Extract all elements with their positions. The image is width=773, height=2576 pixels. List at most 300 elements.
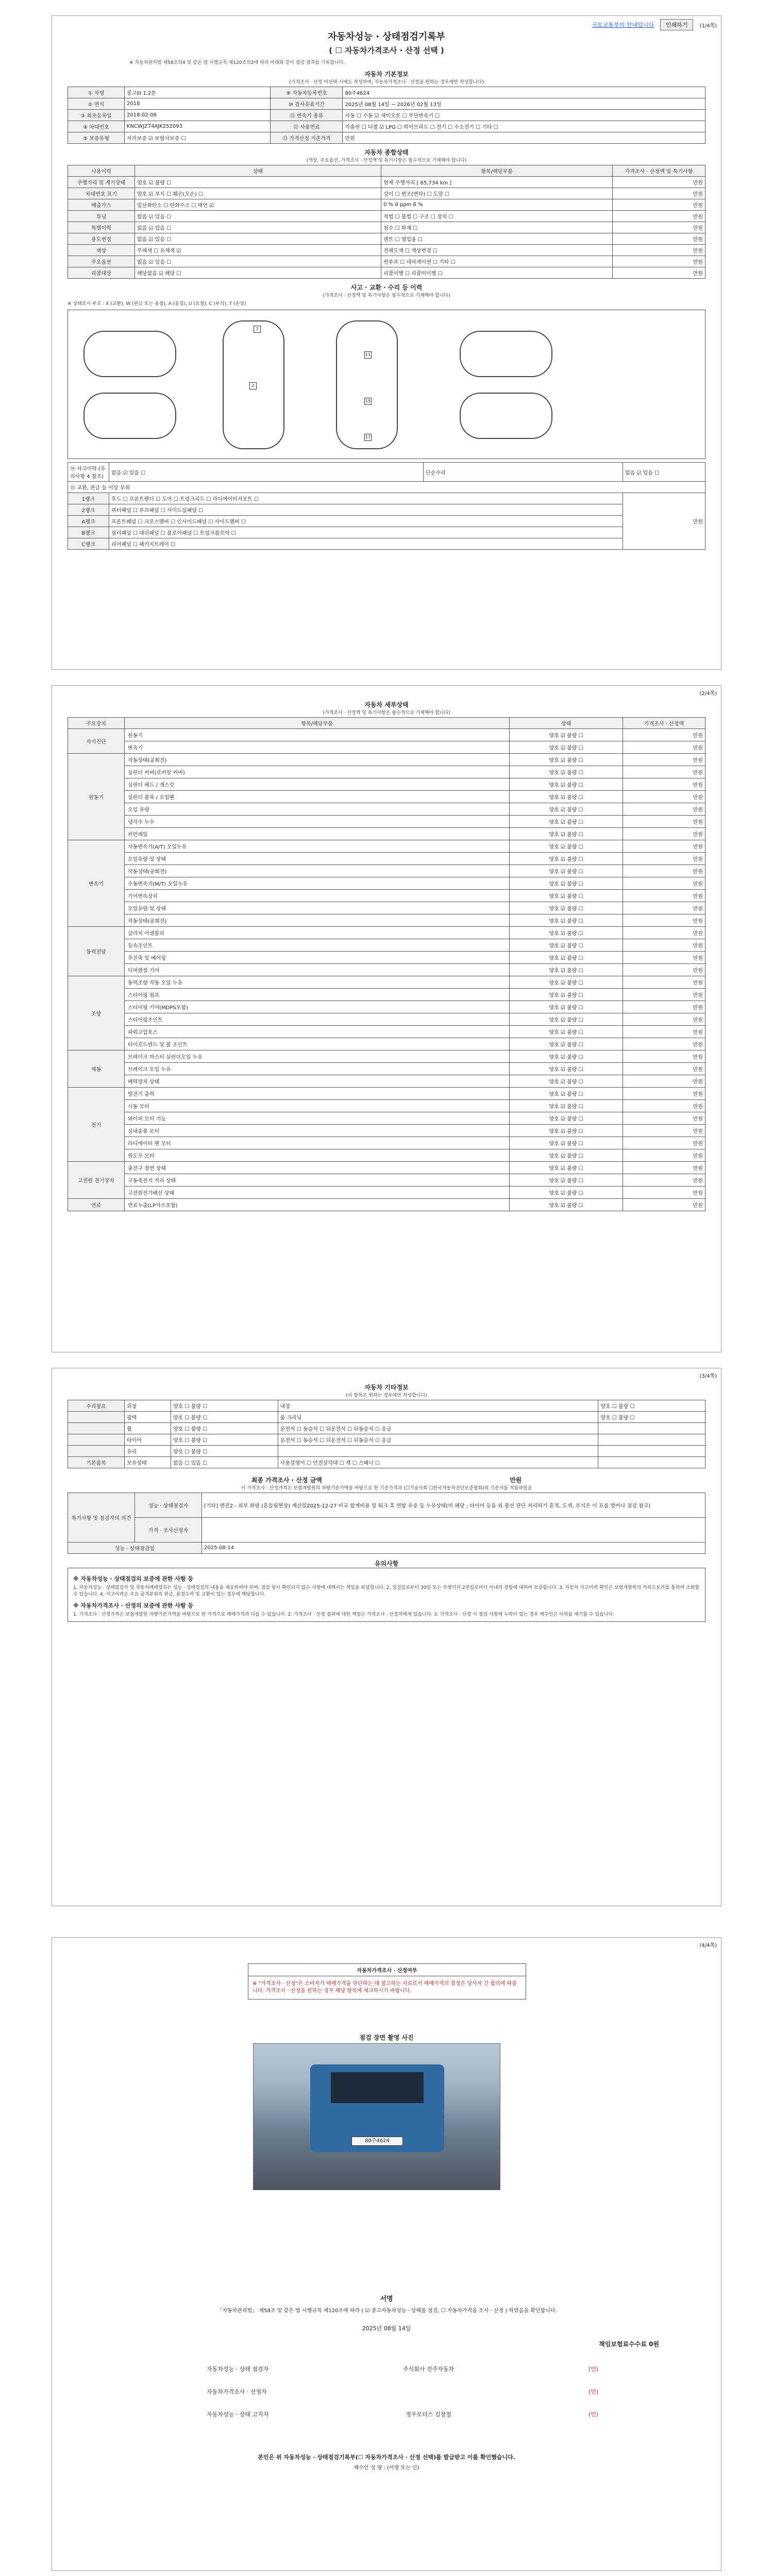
detail-price: 만원	[623, 1187, 705, 1199]
consent-box	[248, 1963, 526, 1999]
signatory-role: 자동차성능 · 상태 고지자	[207, 2411, 269, 2418]
extra-state2	[598, 1434, 705, 1446]
detail-group: 조향	[68, 976, 125, 1050]
parts-rank: A랭크	[68, 516, 109, 527]
detail-price: 만원	[623, 865, 705, 877]
detail-price: 만원	[623, 853, 705, 865]
detail-state: 양호 ☑ 불량 ☐	[510, 766, 623, 778]
condition-item: 특별이력	[68, 222, 135, 233]
detail-title: 자동차 세부상태	[364, 701, 409, 708]
extra-state2: 양호 ☐ 불량 ☐	[598, 1400, 705, 1412]
detail-item: 연료누출(LP가스포함)	[125, 1199, 510, 1211]
detail-item: 실린더 블록 / 오일팬	[125, 791, 510, 803]
detail-price: 만원	[623, 964, 705, 976]
detail-row	[68, 1063, 705, 1075]
detail-item: 브레이크 오일 누유	[125, 1063, 510, 1075]
detail-price: 만원	[623, 939, 705, 952]
final-spec-text: [기타] 엔진2 - 외부 화염 (흔들림현상) 계산일2025-12-27 비교 합계비용 및 워크 혹 연합 유증 등 누유상태(미 해당 : 타이어 등을 외 광선 판단 처리하기 흔적, 도색, 부식은 이 표를 벗어나 점검 참고)	[202, 1493, 705, 1518]
detail-item: 스티어링 기어(MDPS포함)	[125, 1001, 510, 1013]
detail-state: 양호 ☑ 불량 ☐	[510, 1112, 623, 1125]
detail-row	[68, 1125, 705, 1137]
signatory-mark: (인)	[588, 2411, 598, 2418]
final-date-label: 성능 · 상태점검일	[68, 1543, 202, 1554]
sign-footer-buyer: 매수인 성 명 : (서명 또는 인)	[354, 2465, 419, 2471]
condition-price: 만원	[613, 233, 705, 245]
detail-item: 오일 유량	[125, 803, 510, 816]
detail-row	[68, 1187, 705, 1199]
detail-state: 양호 ☑ 불량 ☐	[510, 803, 623, 816]
condition-item: 용도변경	[68, 233, 135, 245]
final-title-text: 최종 가격조사 · 산정 금액	[251, 1477, 322, 1484]
detail-item: 윈도우 모터	[125, 1149, 510, 1162]
parts-row	[68, 527, 705, 538]
col-price: 가격조사 · 산정액	[623, 718, 705, 729]
extra-sub: 유리	[125, 1446, 171, 1457]
page-number: (3/4쪽)	[699, 1374, 717, 1379]
detail-row	[68, 914, 705, 927]
extra-sub2: 운전석 ☐ 동승석 ☐ 뒤운전석 ☐ 뒤동승석 ☐ 응급	[278, 1423, 598, 1434]
detail-item: 구동축전지 격리 상태	[125, 1174, 510, 1187]
detail-item: 브레이크 마스터 실린더오일 누유	[125, 1050, 510, 1063]
basic-row	[68, 132, 705, 144]
parts-rank: 2랭크	[68, 504, 109, 516]
signatory-role: 자동차가격조사 · 산정자	[207, 2388, 267, 2395]
detail-item: 파워고압호스	[125, 1026, 510, 1038]
detail-item: 오일유량 및 상태	[125, 902, 510, 914]
basic-label: ⑩ 검사유효기간	[271, 98, 343, 110]
basic-label: ⑤ 보증유형	[68, 132, 125, 144]
detail-price: 만원	[623, 877, 705, 890]
extra-item	[68, 1434, 125, 1446]
basic-row	[68, 98, 705, 110]
detail-row	[68, 729, 705, 741]
extra-state: 없음 ☐ 있음 ☐	[171, 1457, 278, 1468]
final-date: 2025-08-14	[202, 1543, 705, 1554]
extra-item: 수리필요	[68, 1400, 125, 1412]
detail-price: 만원	[623, 976, 705, 989]
detail-state: 양호 ☑ 불량 ☐	[510, 952, 623, 964]
basic-info-note: (가격조사 · 산정 미선택 시에도 작성하며, 자동차가격조사 · 산정을 원하는 경우에만 작성합니다)	[289, 80, 484, 85]
condition-row	[68, 199, 705, 211]
final-spec-sub: 가격 · 조사산정자	[135, 1518, 202, 1543]
condition-row	[68, 233, 705, 245]
detail-price: 만원	[623, 1112, 705, 1125]
part-marker: 2	[249, 382, 257, 389]
detail-group: 동력전달	[68, 927, 125, 976]
detail-item: 냉각수 누수	[125, 816, 510, 828]
extra-sub2: 사용설명서 ☐ 안전삼각대 ☐ 잭 ☐ 스패너 ☐	[278, 1457, 598, 1468]
detail-state: 양호 ☑ 불량 ☐	[510, 1174, 623, 1187]
vehicle-diagram	[68, 310, 705, 459]
notes-box	[68, 1568, 705, 1622]
basic-value: KNCWJZ74AJK252093	[125, 121, 271, 132]
detail-row	[68, 766, 705, 778]
part-marker: 17	[364, 434, 372, 441]
accident-legend: ※ 상태표시 부호 : X (교환), W (판금 또는 용접), A (흠집), U (요철), C (부식), T (손상)	[68, 301, 246, 307]
sign-footer: 본인은 위 자동차성능 · 상태점검기록부(☐ 자동차가격조사 · 산정 선택)를 발급받고 이를 확인했습니다.	[258, 2454, 515, 2461]
extra-state2	[598, 1446, 705, 1457]
condition-price: 만원	[613, 245, 705, 256]
detail-row	[68, 791, 705, 803]
condition-row	[68, 256, 705, 267]
notes-body2: 1. 가격조사 · 산정가격은 보험개발원 차량기준가액을 바탕으로 한 가격으로 매매가격과 다를 수 있습니다. 2. 가격조사 · 산정 결과에 대한 책임은 가격조사 · 산정자에게 있습니다. 3. 가격조사 · 산정 시 점검 사항에 누락이 있는 경우 매수인은 이의를 제기할 수 있습니다.	[73, 1612, 614, 1617]
detail-state: 양호 ☑ 불량 ☐	[510, 741, 623, 754]
detail-item: 고전원전기배선 상태	[125, 1187, 510, 1199]
detail-price: 만원	[623, 1063, 705, 1075]
detail-state: 양호 ☑ 불량 ☐	[510, 914, 623, 927]
condition-row	[68, 188, 705, 199]
detail-price: 만원	[623, 816, 705, 828]
detail-item: 등속조인트	[125, 939, 510, 952]
detail-row	[68, 1026, 705, 1038]
extra-sub2: 룸 크리닝	[278, 1412, 598, 1423]
detail-item: 충전구 절연 상태	[125, 1162, 510, 1174]
condition-item: 배출가스	[68, 199, 135, 211]
detail-item: 작동상태(공회전)	[125, 914, 510, 927]
col-price: 가격조사 · 산정액 및 특기사항	[613, 165, 705, 177]
detail-row	[68, 816, 705, 828]
detail-state: 양호 ☑ 불량 ☐	[510, 853, 623, 865]
extra-table	[68, 1400, 705, 1468]
col-history: 사용이력	[68, 165, 135, 177]
detail-price: 만원	[623, 1038, 705, 1050]
detail-state: 양호 ☑ 불량 ☐	[510, 1088, 623, 1100]
detail-state: 양호 ☑ 불량 ☐	[510, 1063, 623, 1075]
detail-state: 양호 ☑ 불량 ☐	[510, 1001, 623, 1013]
fee-label: 책임보험료수수료	[599, 2341, 647, 2348]
extra-state: 양호 ☐ 불량 ☐	[171, 1412, 278, 1423]
detail-row	[68, 964, 705, 976]
condition-table	[68, 165, 705, 279]
detail-price: 만원	[623, 1199, 705, 1211]
extra-state2	[598, 1457, 705, 1468]
part-marker: 11	[364, 351, 372, 359]
col-part: 항목/해당부품	[381, 165, 613, 177]
detail-state: 양호 ☑ 불량 ☐	[510, 964, 623, 976]
signatory-name: 정우모터스 김창철	[406, 2411, 451, 2418]
accident-table	[68, 462, 705, 550]
basic-row	[68, 87, 705, 98]
extra-row	[68, 1457, 705, 1468]
detail-item: 시동 모터	[125, 1100, 510, 1112]
detail-state: 양호 ☑ 불량 ☐	[510, 840, 623, 853]
final-date-row	[68, 1543, 705, 1554]
print-button[interactable]: 인쇄하기	[660, 19, 694, 30]
detail-group: 변속기	[68, 840, 125, 927]
detail-state: 양호 ☑ 불량 ☐	[510, 778, 623, 791]
detail-state: 양호 ☑ 불량 ☐	[510, 1026, 623, 1038]
extra-sub2: 내장	[278, 1400, 598, 1412]
car-side-left-top	[83, 331, 176, 377]
inspection-photo	[253, 2043, 500, 2190]
basic-value: 자동 ☐ 수동 ☑ 세미오토 ☐ 무단변속기 ☐	[343, 110, 705, 121]
final-title	[52, 1476, 721, 1484]
condition-detail: 침수 ☐ 화재 ☐	[381, 222, 613, 233]
detail-item: 스티어링 펌프	[125, 989, 510, 1001]
parts-row	[68, 504, 705, 516]
condition-item: 주요옵션	[68, 256, 135, 267]
detail-item: 실린더 커버(로커암 커버)	[125, 766, 510, 778]
detail-state: 양호 ☑ 불량 ☐	[510, 1050, 623, 1063]
extra-item: 기본품목	[68, 1457, 125, 1468]
parts-rank: C랭크	[68, 538, 109, 550]
extra-item	[68, 1423, 125, 1434]
extra-item	[68, 1446, 125, 1457]
col-state: 상태	[510, 718, 623, 729]
detail-group: 연료	[68, 1199, 125, 1211]
detail-state: 양호 ☑ 불량 ☐	[510, 754, 623, 766]
condition-price: 만원	[613, 222, 705, 233]
extra-row	[68, 1400, 705, 1412]
extra-state: 양호 ☐ 불량 ☐	[171, 1446, 278, 1457]
detail-row	[68, 1112, 705, 1125]
signatory-row	[207, 2358, 598, 2380]
detail-price: 만원	[623, 1149, 705, 1162]
extra-state2: 양호 ☐ 불량 ☐	[598, 1412, 705, 1423]
extra-row	[68, 1412, 705, 1423]
basic-info-title: 자동차 기본정보	[364, 71, 409, 78]
detail-group: 원동기	[68, 754, 125, 840]
detail-row	[68, 952, 705, 964]
detail-price: 만원	[623, 989, 705, 1001]
detail-item: 원동기	[125, 729, 510, 741]
detail-state: 양호 ☑ 불량 ☐	[510, 877, 623, 890]
signatory-list	[207, 2358, 598, 2426]
extra-state: 양호 ☐ 불량 ☐	[171, 1423, 278, 1434]
fee	[599, 2340, 659, 2348]
detail-row	[68, 865, 705, 877]
extra-sub: 휠	[125, 1423, 171, 1434]
extra-state2	[598, 1423, 705, 1434]
condition-row	[68, 267, 705, 279]
basic-value: 자가보증 ☑ 보험사보증 ☐	[125, 132, 271, 144]
detail-row	[68, 778, 705, 791]
condition-price: 만원	[613, 267, 705, 279]
condition-price: 만원	[613, 177, 705, 188]
condition-item: 차대번호 표기	[68, 188, 135, 199]
basic-value: 2025년 08월 14일 ~ 2026년 02월 13일	[343, 98, 705, 110]
basic-label: ⑬ 가격산정 기준가격	[271, 132, 343, 144]
extra-state: 양호 ☐ 불량 ☐	[171, 1434, 278, 1446]
page-1	[52, 15, 721, 670]
detail-price: 만원	[623, 952, 705, 964]
parts-items: 필러패널 ☐ 대쉬패널 ☐ 플로어패널 ☐ 트렁크플로어 ☐	[109, 527, 623, 538]
extra-item	[68, 1412, 125, 1423]
signatory-role: 자동차성능 · 상태 점검자	[207, 2366, 269, 2372]
extra-sub2	[278, 1446, 598, 1457]
detail-row	[68, 1199, 705, 1211]
final-note: 이 가격조사 · 산정가격은 보험개발원의 차량기준가액을 바탕으로 한 기준가격과 (☐기술사회 ☐한국자동차진단보증협회)의 기준서를 적용하였음	[241, 1486, 532, 1491]
notes-title: 유의사항	[374, 1560, 399, 1567]
final-spec-label: 특기사항 및 점검자의 의견	[68, 1493, 135, 1543]
detail-item: 추진축 및 베어링	[125, 952, 510, 964]
basic-value: 가솔린 ☐ 디젤 ☑ LPG ☐ 하이브리드 ☐ 전기 ☐ 수소전기 ☐ 기타 ☐	[343, 121, 705, 132]
condition-state: 없음 ☑ 있음 ☐	[135, 256, 381, 267]
detail-price: 만원	[623, 1137, 705, 1149]
doc-title: 자동차성능 · 상태점검기록부	[327, 31, 446, 42]
detail-state: 양호 ☑ 불량 ☐	[510, 816, 623, 828]
accident-summary-label: ⑭ 사고이력 (유의사항 4 참조)	[68, 463, 109, 482]
page-number: (4/4쪽)	[699, 1943, 717, 1948]
detail-row	[68, 803, 705, 816]
detail-price: 만원	[623, 1001, 705, 1013]
basic-value: 만원	[343, 132, 705, 144]
consent-box-title: 자동차가격조사 · 산정여부	[248, 1964, 526, 1976]
ministry-notice-link[interactable]: 국토교통부의 안내입니다	[592, 22, 654, 28]
car-frame-view	[336, 320, 398, 449]
final-table	[68, 1493, 705, 1554]
extra-sub: 외장	[125, 1400, 171, 1412]
parts-items: 쿼터패널 ☐ 루프패널 ☐ 사이드실패널 ☐	[109, 504, 623, 516]
condition-title: 자동차 종합상태	[364, 149, 409, 156]
condition-state: 양호 ☑ 불량 ☐	[135, 177, 381, 188]
detail-price: 만원	[623, 890, 705, 902]
detail-item: 커먼레일	[125, 828, 510, 840]
basic-value: 2018-02-06	[125, 110, 271, 121]
detail-state: 양호 ☑ 불량 ☐	[510, 989, 623, 1001]
detail-group: 자기진단	[68, 729, 125, 754]
detail-item: 변속기	[125, 741, 510, 754]
detail-price: 만원	[623, 778, 705, 791]
detail-row	[68, 741, 705, 754]
condition-price: 만원	[613, 211, 705, 222]
simple-repair-label: 단순수리	[424, 463, 623, 482]
detail-item: 실린더 헤드 / 개스킷	[125, 778, 510, 791]
car-side-right-bottom	[460, 393, 552, 439]
parts-row	[68, 516, 705, 527]
detail-state: 양호 ☑ 불량 ☐	[510, 729, 623, 741]
consent-box-text: ※ "가격조사 · 산정"은 소비자가 매매가격을 판단하는 데 참고하는 자료로서 매매가격의 결정은 당사자 간 합의에 따릅니다. 가격조사 · 산정을 원하는 경우 해당 항목에 체크하시기 바랍니다.	[253, 1981, 517, 1994]
parts-items: 후드 ☐ 프론트펜더 ☐ 도어 ☐ 트렁크리드 ☐ 라디에이터서포트 ☐	[109, 493, 623, 504]
basic-label: ① 차명	[68, 87, 125, 98]
sign-date: 2025년 08월 14일	[362, 2325, 411, 2332]
detail-price: 만원	[623, 927, 705, 939]
detail-row	[68, 976, 705, 989]
condition-detail: 전체도색 ☐ 색상변경 ☐	[381, 245, 613, 256]
condition-detail: 리콜이행 ☐ 리콜미이행 ☐	[381, 267, 613, 279]
signatory-row	[207, 2403, 598, 2426]
parts-rank: 1랭크	[68, 493, 109, 504]
license-plate: 80주4624	[351, 2137, 403, 2146]
detail-item: 와이퍼 모터 기능	[125, 1112, 510, 1125]
detail-row	[68, 989, 705, 1001]
final-spec-text	[202, 1518, 705, 1543]
fee-value: 0원	[649, 2341, 659, 2348]
detail-item: 동력조향 작동 오일 누유	[125, 976, 510, 989]
detail-item: 디퍼렌셜 기어	[125, 964, 510, 976]
parts-row	[68, 538, 705, 550]
detail-price: 만원	[623, 1100, 705, 1112]
condition-detail: 현재 주행거리 [ 65,734 km ]	[381, 177, 613, 188]
extra-state: 양호 ☐ 불량 ☐	[171, 1400, 278, 1412]
notes-sub2: ※ 자동차가격조사 · 산정의 보증에 관한 사항 등	[73, 1602, 193, 1609]
detail-row	[68, 1149, 705, 1162]
parts-items: 프론트패널 ☐ 크로스멤버 ☐ 인사이드패널 ☐ 사이드멤버 ☐	[109, 516, 623, 527]
detail-price: 만원	[623, 1013, 705, 1026]
notes-body1: 1. 자동차성능 · 상태점검자 및 자동차매매업자는 성능 · 상태점검의 내용을 제공하여야 하며, 점검 당시 확인되지 않은 사항에 대해서는 책임을 부담합니다. 2. 점검일로부터 30일 또는 주행거리 2천킬로미터 이내의 결함에 대하여 보증합니다. 3. 자동차 사고이력 확인은 보험개발원의 카히스토리를 통하여 조회할 수 있습니다. 4. 사고이력은 주요 골격부위의 판금, 용접수리 및 교환이 있는 경우에 해당합니다.	[73, 1585, 700, 1597]
detail-item: 기어변속장치	[125, 890, 510, 902]
detail-price: 만원	[623, 1125, 705, 1137]
accident-title: 사고 · 교환 · 수리 등 이력	[350, 284, 423, 291]
basic-label: ⑫ 사용연료	[271, 121, 343, 132]
detail-item: 클러치 어셈블리	[125, 927, 510, 939]
detail-item: 스티어링조인트	[125, 1013, 510, 1026]
doc-law-note: ※ 자동차관리법 제58조의4 및 같은 법 시행규칙 제120조의2에 따라 아래와 같이 점검 결과를 기록합니다.	[129, 60, 345, 65]
extra-note: (이 항목은 원하는 경우에만 작성합니다)	[346, 1393, 427, 1398]
detail-row	[68, 1137, 705, 1149]
basic-label: ⑨ 자동차등록번호	[271, 87, 343, 98]
detail-price: 만원	[623, 754, 705, 766]
detail-row	[68, 1001, 705, 1013]
detail-row	[68, 853, 705, 865]
detail-note: (가격조사 · 산정액 및 특기사항은 필수적으로 기재해야 합니다)	[323, 710, 450, 716]
condition-detail: 0 % 0 ppm 6 %	[381, 199, 613, 211]
final-row	[68, 1518, 705, 1543]
detail-item: 배력장치 상태	[125, 1075, 510, 1088]
signatory-mark: (인)	[588, 2388, 598, 2395]
detail-item: 타이로드엔드 및 볼 조인트	[125, 1038, 510, 1050]
photo-title: 점검 장면 촬영 사진	[359, 2034, 414, 2041]
detail-price: 만원	[623, 1174, 705, 1187]
detail-row	[68, 828, 705, 840]
truck-windshield	[331, 2072, 424, 2103]
parts-title: ⑮ 교환, 판금 등 이상 부위	[68, 482, 705, 493]
detail-group: 고전원 전기장치	[68, 1162, 125, 1199]
detail-item: 작동상태(공회전)	[125, 865, 510, 877]
part-marker: 1	[254, 326, 261, 333]
sign-title: 서명	[380, 2295, 393, 2303]
condition-detail: 상이 ☐ 변조(변타) ☐ 도말 ☐	[381, 188, 613, 199]
page-2	[52, 685, 721, 1352]
extra-sub: 광택	[125, 1412, 171, 1423]
condition-item: 리콜대상	[68, 267, 135, 279]
condition-state: 없음 ☑ 있음 ☐	[135, 211, 381, 222]
detail-price: 만원	[623, 741, 705, 754]
condition-detail: 썬루프 ☐ 네비게이션 ☐ 기타 ☐	[381, 256, 613, 267]
detail-row	[68, 1100, 705, 1112]
basic-label: ⑪ 변속기 종류	[271, 110, 343, 121]
condition-row	[68, 245, 705, 256]
col-device: 주요장치	[68, 718, 125, 729]
detail-state: 양호 ☑ 불량 ☐	[510, 1100, 623, 1112]
basic-value: 2018	[125, 98, 271, 110]
detail-row	[68, 927, 705, 939]
basic-row	[68, 110, 705, 121]
col-state: 상태	[135, 165, 381, 177]
detail-state: 양호 ☑ 불량 ☐	[510, 791, 623, 803]
condition-price: 만원	[613, 188, 705, 199]
signatory-name: 주식회사 진주자동차	[402, 2366, 455, 2372]
final-unit: 만원	[510, 1477, 522, 1484]
condition-item: 색상	[68, 245, 135, 256]
detail-price: 만원	[623, 1088, 705, 1100]
detail-row	[68, 1088, 705, 1100]
parts-row	[68, 493, 705, 504]
detail-price: 만원	[623, 914, 705, 927]
accident-note: (가격조사 · 산정액 및 특기사항은 필수적으로 기재해야 합니다)	[323, 293, 450, 298]
detail-row	[68, 1075, 705, 1088]
detail-item: 자동변속기(A/T) 오일누유	[125, 840, 510, 853]
condition-detail: 적법 ☐ 불법 ☐ 구조 ☐ 장치 ☐	[381, 211, 613, 222]
detail-group: 전기	[68, 1088, 125, 1162]
basic-value: 봉고III 1.2톤	[125, 87, 271, 98]
detail-item: 오일유량 및 상태	[125, 853, 510, 865]
detail-row	[68, 902, 705, 914]
extra-row	[68, 1446, 705, 1457]
basic-row	[68, 121, 705, 132]
detail-state: 양호 ☑ 불량 ☐	[510, 927, 623, 939]
detail-row	[68, 1038, 705, 1050]
